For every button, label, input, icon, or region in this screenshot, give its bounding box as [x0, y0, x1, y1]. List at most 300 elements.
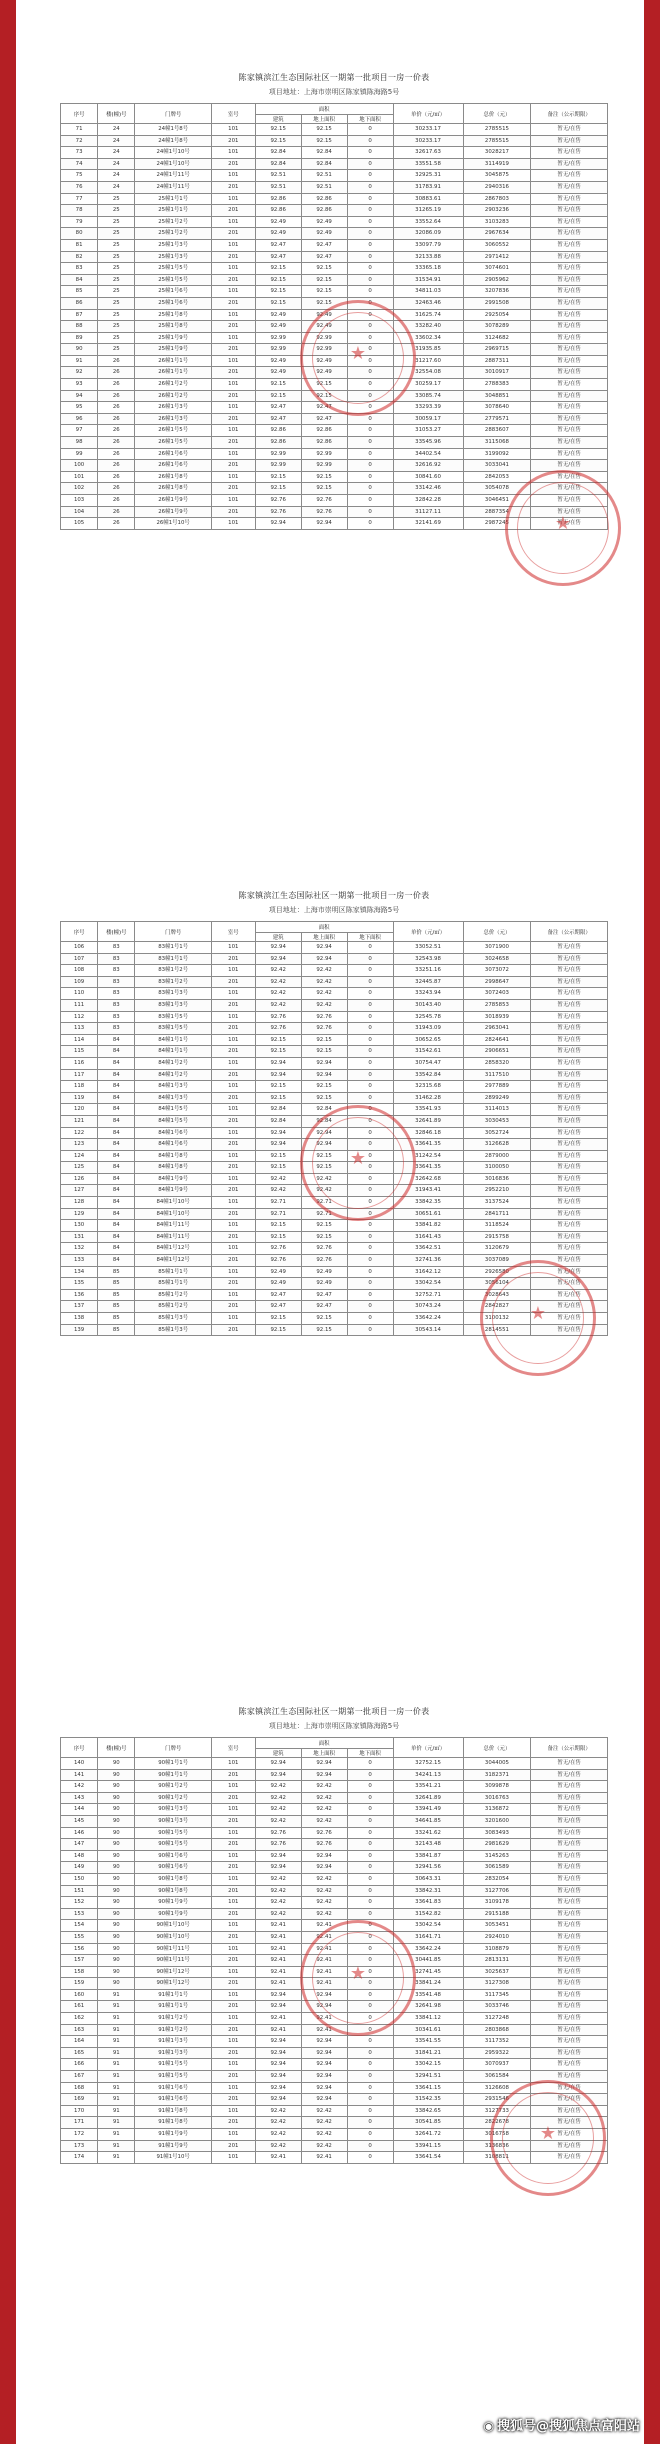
table-cell: 201 [211, 1278, 255, 1290]
table-cell: 0 [347, 1150, 393, 1162]
table-cell: 26 [98, 506, 135, 518]
table-cell: 33642.51 [393, 1243, 463, 1255]
table-cell: 201 [211, 1301, 255, 1313]
table-cell: 92.49 [255, 355, 301, 367]
table-row [61, 471, 608, 483]
table-cell: 201 [211, 1792, 255, 1804]
table-cell: 暂无/在售 [531, 1989, 608, 2001]
table-cell: 3124682 [463, 332, 531, 344]
table-cell: 暂无/在售 [531, 355, 608, 367]
table-cell: 33941.15 [393, 2140, 463, 2152]
table-cell: 92.15 [301, 1231, 347, 1243]
table-cell: 132 [61, 1243, 98, 1255]
table-cell: 92.15 [301, 483, 347, 495]
table-cell: 3117510 [463, 1069, 531, 1081]
table-cell: 92.47 [255, 402, 301, 414]
table-cell: 166 [61, 2059, 98, 2071]
table-cell: 0 [347, 1920, 393, 1932]
table-cell: 91幢1号5号 [135, 2071, 212, 2083]
table-cell: 201 [211, 483, 255, 495]
table-cell: 90幢1号3号 [135, 1804, 212, 1816]
table-cell: 92.42 [301, 965, 347, 977]
table-cell: 暂无/在售 [531, 1231, 608, 1243]
table-cell: 92.47 [255, 239, 301, 251]
table-cell: 101 [211, 1804, 255, 1816]
table-cell: 32133.88 [393, 251, 463, 263]
table-cell: 25 [98, 321, 135, 333]
source-watermark [484, 2415, 641, 2434]
table-cell: 92.94 [255, 1989, 301, 2001]
table-cell: 74 [61, 158, 98, 170]
table-row [61, 1313, 608, 1325]
table-cell: 91幢1号5号 [135, 2059, 212, 2071]
table-cell: 暂无/在售 [531, 1781, 608, 1793]
col-building: 楼(幢)号 [98, 922, 135, 942]
table-cell: 30233.17 [393, 135, 463, 147]
table-cell: 3118524 [463, 1220, 531, 1232]
table-cell: 25 [98, 286, 135, 298]
table-cell: 153 [61, 1908, 98, 1920]
table-cell: 101 [211, 124, 255, 136]
table-row [61, 2047, 608, 2059]
table-cell: 150 [61, 1873, 98, 1885]
col-unit: 门牌号 [135, 922, 212, 942]
table-cell: 3033746 [463, 2001, 531, 2013]
table-cell: 92.47 [255, 1289, 301, 1301]
table-cell: 33293.39 [393, 402, 463, 414]
table-cell: 30543.14 [393, 1324, 463, 1336]
table-cell: 0 [347, 2105, 393, 2117]
table-cell: 152 [61, 1897, 98, 1909]
table-row [61, 1231, 608, 1243]
table-cell: 90 [98, 1850, 135, 1862]
table-cell: 3108811 [463, 2152, 531, 2164]
table-cell: 84 [61, 274, 98, 286]
table-cell: 92.42 [301, 2105, 347, 2117]
table-cell: 暂无/在售 [531, 471, 608, 483]
table-cell: 0 [347, 1092, 393, 1104]
table-cell: 84幢1号3号 [135, 1081, 212, 1093]
table-cell: 0 [347, 413, 393, 425]
table-cell: 92 [61, 367, 98, 379]
table-cell: 84 [98, 1220, 135, 1232]
table-cell: 92.94 [255, 2001, 301, 2013]
table-cell: 暂无/在售 [531, 506, 608, 518]
table-cell: 32463.46 [393, 297, 463, 309]
table-cell: 90 [98, 1873, 135, 1885]
table-row [61, 344, 608, 356]
table-cell: 3083493 [463, 1827, 531, 1839]
table-cell: 96 [61, 413, 98, 425]
table-cell: 2906651 [463, 1046, 531, 1058]
table-cell: 84幢1号6号 [135, 1139, 212, 1151]
table-cell: 91 [61, 355, 98, 367]
table-cell: 2903236 [463, 205, 531, 217]
watermark-text: 搜狐号@搜狐焦点富阳站 [496, 2419, 640, 2434]
table-cell: 83幢1号1号 [135, 942, 212, 954]
table-cell: 92.94 [301, 2059, 347, 2071]
table-cell: 92.41 [301, 1943, 347, 1955]
table-cell: 92.41 [255, 2013, 301, 2025]
table-cell: 90幢1号5号 [135, 1839, 212, 1851]
table-cell: 0 [347, 2024, 393, 2036]
table-row [61, 170, 608, 182]
table-cell: 32842.28 [393, 495, 463, 507]
table-cell: 暂无/在售 [531, 1220, 608, 1232]
table-cell: 92.15 [255, 1313, 301, 1325]
table-cell: 2924010 [463, 1931, 531, 1943]
table-cell: 113 [61, 1023, 98, 1035]
table-cell: 3201600 [463, 1815, 531, 1827]
table-cell: 暂无/在售 [531, 2071, 608, 2083]
table-cell: 92.94 [255, 1850, 301, 1862]
table-cell: 92.15 [255, 1081, 301, 1093]
table-row [61, 495, 608, 507]
table-cell: 3117352 [463, 2036, 531, 2048]
col-area-built: 建筑 [255, 1749, 301, 1758]
price-sheet-page-3 [60, 1706, 608, 2164]
table-cell: 暂无/在售 [531, 2094, 608, 2106]
table-cell: 34402.54 [393, 448, 463, 460]
table-cell: 92.41 [301, 1931, 347, 1943]
table-cell: 92.94 [255, 1127, 301, 1139]
table-cell: 97 [61, 425, 98, 437]
table-cell: 159 [61, 1978, 98, 1990]
table-cell: 3137524 [463, 1197, 531, 1209]
price-table [60, 103, 608, 530]
table-cell: 92.15 [301, 1324, 347, 1336]
table-cell: 0 [347, 1313, 393, 1325]
table-cell: 157 [61, 1955, 98, 1967]
table-cell: 92.47 [301, 413, 347, 425]
table-cell: 92.84 [255, 1115, 301, 1127]
table-cell: 26 [98, 460, 135, 472]
table-cell: 92.41 [255, 1966, 301, 1978]
table-cell: 0 [347, 1897, 393, 1909]
table-cell: 32445.87 [393, 976, 463, 988]
table-cell: 90幢1号11号 [135, 1955, 212, 1967]
table-cell: 3136836 [463, 2140, 531, 2152]
table-cell: 30259.17 [393, 379, 463, 391]
table-cell: 24幢1号8号 [135, 124, 212, 136]
table-cell: 3071900 [463, 942, 531, 954]
table-cell: 92.84 [255, 147, 301, 159]
table-cell: 201 [211, 1115, 255, 1127]
table-cell: 84幢1号2号 [135, 1069, 212, 1081]
table-cell: 3018939 [463, 1011, 531, 1023]
col-remark: 备注（公示期限） [531, 104, 608, 124]
table-cell: 92.42 [255, 1173, 301, 1185]
table-cell: 0 [347, 147, 393, 159]
table-cell: 3048851 [463, 390, 531, 402]
table-row [61, 379, 608, 391]
table-cell: 148 [61, 1850, 98, 1862]
table-cell: 92.15 [301, 471, 347, 483]
table-cell: 33602.34 [393, 332, 463, 344]
table-cell: 暂无/在售 [531, 239, 608, 251]
table-cell: 134 [61, 1266, 98, 1278]
col-area-group: 面积 [255, 1738, 393, 1749]
table-cell: 91 [98, 2152, 135, 2164]
table-cell: 2915188 [463, 1908, 531, 1920]
table-cell: 30233.17 [393, 124, 463, 136]
table-cell: 90幢1号2号 [135, 1781, 212, 1793]
table-cell: 0 [347, 239, 393, 251]
table-cell: 0 [347, 1243, 393, 1255]
table-cell: 32752.15 [393, 1758, 463, 1770]
table-row [61, 965, 608, 977]
table-cell: 201 [211, 953, 255, 965]
table-cell: 33842.65 [393, 2105, 463, 2117]
table-cell: 92.49 [301, 321, 347, 333]
table-cell: 201 [211, 413, 255, 425]
table-cell: 0 [347, 2013, 393, 2025]
table-cell: 30441.85 [393, 1955, 463, 1967]
table-cell: 33642.24 [393, 1943, 463, 1955]
table-cell: 126 [61, 1173, 98, 1185]
table-cell: 3016836 [463, 1173, 531, 1185]
table-row [61, 1278, 608, 1290]
price-sheet-page-2 [60, 890, 608, 1336]
table-cell: 92.47 [255, 1301, 301, 1313]
table-cell: 0 [347, 437, 393, 449]
table-cell: 89 [61, 332, 98, 344]
table-cell: 2981629 [463, 1839, 531, 1851]
table-cell: 31841.21 [393, 2047, 463, 2059]
table-cell: 92.15 [301, 1150, 347, 1162]
table-cell: 0 [347, 2059, 393, 2071]
table-cell: 31053.27 [393, 425, 463, 437]
table-cell: 24幢1号10号 [135, 147, 212, 159]
table-cell: 90幢1号11号 [135, 1943, 212, 1955]
table-cell: 暂无/在售 [531, 1966, 608, 1978]
table-cell: 0 [347, 1197, 393, 1209]
table-cell: 108 [61, 965, 98, 977]
table-cell: 92.42 [255, 1885, 301, 1897]
table-cell: 122 [61, 1127, 98, 1139]
table-cell: 201 [211, 228, 255, 240]
table-cell: 0 [347, 205, 393, 217]
table-cell: 84 [98, 1139, 135, 1151]
table-cell: 暂无/在售 [531, 437, 608, 449]
table-row [61, 1955, 608, 1967]
table-cell: 暂无/在售 [531, 1034, 608, 1046]
table-cell: 84 [98, 1150, 135, 1162]
table-cell: 79 [61, 216, 98, 228]
table-cell: 171 [61, 2117, 98, 2129]
table-cell: 0 [347, 228, 393, 240]
table-cell: 90幢1号2号 [135, 1792, 212, 1804]
table-cell: 91幢1号6号 [135, 2082, 212, 2094]
table-cell: 33842.31 [393, 1885, 463, 1897]
table-cell: 92.42 [301, 1873, 347, 1885]
table-cell: 90幢1号12号 [135, 1978, 212, 1990]
table-cell: 91 [98, 2059, 135, 2071]
table-cell: 92.15 [301, 1162, 347, 1174]
table-cell: 3061589 [463, 1862, 531, 1874]
table-cell: 2887311 [463, 355, 531, 367]
table-row [61, 1989, 608, 2001]
table-cell: 84 [98, 1127, 135, 1139]
table-cell: 0 [347, 942, 393, 954]
table-cell: 101 [211, 2152, 255, 2164]
table-cell: 暂无/在售 [531, 216, 608, 228]
table-row [61, 976, 608, 988]
col-unit-price: 单价（元/㎡） [393, 922, 463, 942]
table-cell: 3044005 [463, 1758, 531, 1770]
table-cell: 92.86 [255, 193, 301, 205]
table-cell: 103 [61, 495, 98, 507]
table-row [61, 2105, 608, 2117]
table-cell: 92.76 [255, 1011, 301, 1023]
table-cell: 26 [98, 437, 135, 449]
table-cell: 84 [98, 1231, 135, 1243]
table-cell: 2915758 [463, 1231, 531, 1243]
table-cell: 92.42 [301, 2129, 347, 2141]
table-cell: 161 [61, 2001, 98, 2013]
table-cell: 92.42 [301, 1185, 347, 1197]
table-cell: 92.15 [255, 297, 301, 309]
table-cell: 暂无/在售 [531, 193, 608, 205]
table-cell: 101 [211, 193, 255, 205]
table-cell: 92.47 [301, 1301, 347, 1313]
table-cell: 32616.92 [393, 460, 463, 472]
table-cell: 91 [98, 2140, 135, 2152]
table-cell: 92.49 [255, 216, 301, 228]
table-cell: 33142.46 [393, 483, 463, 495]
col-seq: 序号 [61, 922, 98, 942]
table-cell: 84幢1号8号 [135, 1150, 212, 1162]
table-cell: 92.49 [301, 1266, 347, 1278]
table-cell: 201 [211, 2140, 255, 2152]
table-cell: 92.86 [301, 437, 347, 449]
table-cell: 91 [98, 2036, 135, 2048]
col-remark: 备注（公示期限） [531, 922, 608, 942]
table-cell: 0 [347, 402, 393, 414]
table-cell: 92.49 [255, 1278, 301, 1290]
table-cell: 92.94 [301, 1127, 347, 1139]
table-cell: 86 [61, 297, 98, 309]
table-row [61, 1792, 608, 1804]
table-row [61, 518, 608, 530]
table-cell: 2967634 [463, 228, 531, 240]
table-cell: 85 [98, 1266, 135, 1278]
table-cell: 90 [98, 1966, 135, 1978]
table-cell: 30841.60 [393, 471, 463, 483]
table-cell: 92.15 [301, 135, 347, 147]
table-cell: 92.41 [301, 1978, 347, 1990]
table-cell: 3127308 [463, 1978, 531, 1990]
table-cell: 暂无/在售 [531, 999, 608, 1011]
table-row [61, 274, 608, 286]
table-cell: 2842827 [463, 1301, 531, 1313]
table-cell: 3099878 [463, 1781, 531, 1793]
table-cell: 117 [61, 1069, 98, 1081]
table-cell: 114 [61, 1034, 98, 1046]
table-cell: 101 [211, 402, 255, 414]
table-cell: 93 [61, 379, 98, 391]
table-cell: 92.15 [301, 1034, 347, 1046]
table-cell: 33042.15 [393, 2059, 463, 2071]
table-row [61, 1931, 608, 1943]
table-cell: 3052724 [463, 1127, 531, 1139]
table-cell: 92.94 [255, 1069, 301, 1081]
table-cell: 84 [98, 1092, 135, 1104]
table-cell: 25幢1号6号 [135, 297, 212, 309]
table-cell: 3117345 [463, 1989, 531, 2001]
table-row [61, 402, 608, 414]
table-row [61, 506, 608, 518]
table-cell: 26 [98, 402, 135, 414]
col-total-price: 总价（元） [463, 104, 531, 124]
table-cell: 0 [347, 1827, 393, 1839]
table-cell: 33365.18 [393, 263, 463, 275]
table-cell: 2842053 [463, 471, 531, 483]
table-cell: 174 [61, 2152, 98, 2164]
table-cell: 83幢1号3号 [135, 988, 212, 1000]
table-cell: 3127706 [463, 1885, 531, 1897]
table-cell: 92.42 [255, 2140, 301, 2152]
table-cell: 暂无/在售 [531, 518, 608, 530]
table-cell: 2788383 [463, 379, 531, 391]
table-cell: 32641.89 [393, 1792, 463, 1804]
table-cell: 101 [211, 2082, 255, 2094]
table-cell: 3056104 [463, 1278, 531, 1290]
table-cell: 0 [347, 1208, 393, 1220]
table-cell: 31641.71 [393, 1931, 463, 1943]
table-cell: 暂无/在售 [531, 286, 608, 298]
table-cell: 91幢1号9号 [135, 2129, 212, 2141]
col-area-built: 建筑 [255, 933, 301, 942]
table-cell: 0 [347, 1873, 393, 1885]
table-cell: 2822678 [463, 2117, 531, 2129]
table-cell: 0 [347, 1220, 393, 1232]
sheet-title: 陈家镇滨江生态国际社区一期第一批项目一房一价表 [238, 73, 430, 82]
table-cell: 0 [347, 2036, 393, 2048]
table-cell: 25幢1号9号 [135, 332, 212, 344]
table-cell: 0 [347, 1815, 393, 1827]
table-cell: 暂无/在售 [531, 379, 608, 391]
table-cell: 92.15 [301, 124, 347, 136]
table-cell: 84 [98, 1208, 135, 1220]
table-cell: 0 [347, 2117, 393, 2129]
table-row [61, 1104, 608, 1116]
table-cell: 130 [61, 1220, 98, 1232]
table-cell: 2832054 [463, 1873, 531, 1885]
sheet-title: 陈家镇滨江生态国际社区一期第一批项目一房一价表 [238, 891, 430, 900]
table-cell: 92.42 [255, 988, 301, 1000]
table-cell: 92.15 [255, 1150, 301, 1162]
table-cell: 92.47 [301, 402, 347, 414]
table-cell: 暂无/在售 [531, 2140, 608, 2152]
table-cell: 0 [347, 1978, 393, 1990]
table-cell: 25 [98, 228, 135, 240]
table-cell: 91幢1号10号 [135, 2152, 212, 2164]
table-cell: 92.94 [255, 2082, 301, 2094]
table-cell: 101 [211, 1313, 255, 1325]
table-cell: 92.41 [301, 1920, 347, 1932]
table-cell: 101 [211, 2036, 255, 2048]
table-cell: 131 [61, 1231, 98, 1243]
table-cell: 115 [61, 1046, 98, 1058]
table-cell: 2977889 [463, 1081, 531, 1093]
table-cell: 84幢1号5号 [135, 1104, 212, 1116]
table-cell: 92.42 [301, 988, 347, 1000]
project-address: 项目地址：上海市崇明区陈家镇陈海路5号 [268, 906, 400, 914]
table-cell: 31542.61 [393, 1046, 463, 1058]
table-cell: 0 [347, 1955, 393, 1967]
table-cell: 0 [347, 274, 393, 286]
